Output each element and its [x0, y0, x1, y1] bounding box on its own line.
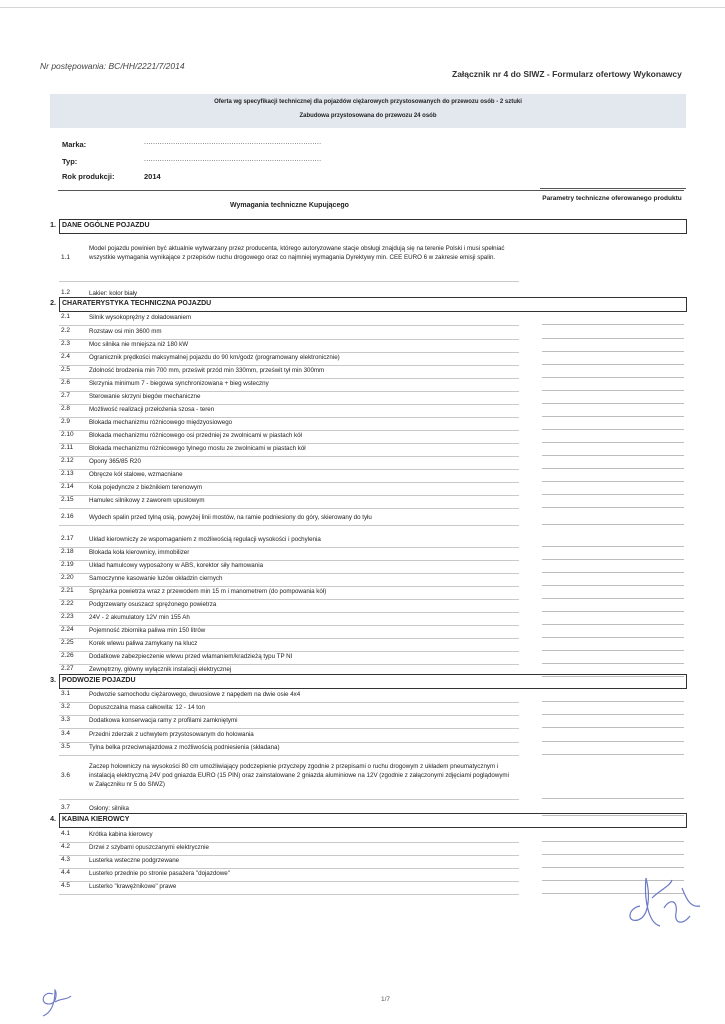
row-number: 2.17	[61, 535, 74, 542]
row-param-field[interactable]	[542, 663, 684, 664]
row-number: 2.26	[61, 652, 74, 659]
row-requirement-text: Pojemność zbiornika paliwa min 150 litrów	[89, 627, 206, 634]
row-param-field[interactable]	[542, 364, 684, 365]
row-requirement-text: Zdolność brodzenia min 700 mm, prześwit przód min 330mm, prześwit tył min 300mm	[89, 367, 325, 374]
row-requirement-text: Wydech spalin przed tylną osią, powyżej linii mostów, na ramie podniesiony do góry, skierowany do tyłu	[89, 514, 372, 521]
row-divider	[59, 894, 519, 895]
row-param-field[interactable]	[542, 416, 684, 417]
row-param-field[interactable]	[542, 468, 684, 469]
section-number: 3.	[50, 677, 56, 684]
row-requirement-text: Blokada mechanizmu różnicowego osi przedniej ze zwolnicami w piastach kół	[89, 432, 302, 439]
row-number: 3.2	[61, 703, 71, 710]
row-number: 4.2	[61, 843, 71, 850]
row-number: 2.23	[61, 613, 74, 620]
row-param-field[interactable]	[542, 650, 684, 651]
row-number: 2.13	[61, 470, 74, 477]
section-box	[59, 813, 687, 828]
section-title: CHARATERYSTYKA TECHNICZNA POJAZDU	[62, 300, 212, 307]
row-requirement-text: Zaczep holowniczy na wysokości 80 cm umożliwiający podczepienie przyczepy zgodnie z przepisami o ruchu drogowym z układem pneumatycznym i instalacją elektryczną 24V pod gniazda EURO (15 PIN) oraz zainstalowane 2 gniazda aluminiowe na 12V (zgodnie z załączonymi zdjęciami poglądowymi w Załączniku nr 5 do SIWZ)	[89, 763, 509, 789]
row-requirement-text: Lusterko "krawężnikowe" prawe	[89, 883, 177, 890]
row-requirement-text: Skrzynia minimum 7 - biegowa synchronizowana + bieg wsteczny	[89, 380, 269, 387]
row-param-field[interactable]	[542, 390, 684, 391]
row-param-field[interactable]	[542, 841, 684, 842]
row-number: 2.25	[61, 639, 74, 646]
section-number: 1.	[50, 222, 56, 229]
row-divider	[59, 755, 519, 756]
row-number: 2.24	[61, 626, 74, 633]
row-number: 2.27	[61, 665, 74, 672]
row-param-field[interactable]	[542, 611, 684, 612]
field-value-typ[interactable]: ...............................................................................	[144, 156, 322, 163]
field-value-marka[interactable]: ...............................................................................	[144, 139, 322, 146]
row-requirement-text: Obręcze kół stalowe, wzmacniane	[89, 471, 183, 478]
section-title: PODWOZIE POJAZDU	[62, 677, 136, 684]
field-value-rok[interactable]: 2014	[144, 172, 161, 181]
row-requirement-text: Lusterka wsteczne podgrzewane	[89, 857, 180, 864]
row-number: 2.7	[61, 392, 71, 399]
row-param-field[interactable]	[542, 741, 684, 742]
row-param-field[interactable]	[542, 324, 684, 325]
row-param-field[interactable]	[542, 546, 684, 547]
section-title: KABINA KIEROWCY	[62, 816, 130, 823]
row-requirement-text: Lakier: kolor biały	[89, 290, 138, 297]
row-number: 4.1	[61, 830, 71, 837]
row-param-field[interactable]	[542, 754, 684, 755]
row-divider	[59, 728, 519, 729]
row-requirement-text: Samoczynne kasowanie luzów okładzin ciernych	[89, 575, 223, 582]
row-param-field[interactable]	[542, 494, 684, 495]
page-number: 1/7	[381, 996, 391, 1003]
field-label-typ: Typ:	[62, 157, 78, 166]
section-box	[59, 219, 687, 234]
requirements-header: Wymagania techniczne Kupującego	[230, 202, 349, 209]
row-number: 2.5	[61, 366, 71, 373]
row-number: 2.15	[61, 496, 74, 503]
field-label-marka: Marka:	[62, 140, 87, 149]
row-number: 2.1	[61, 313, 71, 320]
field-label-rok: Rok produkcji:	[62, 172, 115, 181]
parameters-header: Parametry techniczne oferowanego produktu	[542, 195, 682, 202]
row-param-field[interactable]	[542, 524, 684, 525]
row-requirement-text: Lusterko przednie po stronie pasażera "dojazdowe"	[89, 870, 230, 877]
offer-title-line2: Zabudowa przystosowana do przewozu 24 osób	[299, 113, 437, 119]
row-requirement-text: Korek wlewu paliwa zamykany na klucz	[89, 640, 198, 647]
top-scan-line	[0, 7, 725, 8]
row-number: 4.5	[61, 882, 71, 889]
row-param-field[interactable]	[542, 403, 684, 404]
row-number: 3.6	[61, 772, 71, 779]
row-requirement-text: Hamulec silnikowy z zaworem upustowym	[89, 497, 205, 504]
row-requirement-text: Krótka kabina kierowcy	[89, 831, 153, 838]
row-requirement-text: Osłony: silnika	[89, 805, 129, 812]
row-number: 2.14	[61, 483, 74, 490]
section-title: DANE OGÓLNE POJAZDU	[62, 222, 150, 229]
row-requirement-text: Ogranicznik prędkości maksymalnej pojazdu do 90 km/godz (programowany elektronicznie)	[89, 354, 340, 361]
row-number: 2.22	[61, 600, 74, 607]
attachment-title: Załącznik nr 4 do SIWZ - Formularz ofertowy Wykonawcy	[452, 69, 682, 79]
row-requirement-text: Układ kierowniczy ze wspomaganiem z możliwością regulacji wysokości i pochylenia	[89, 536, 321, 543]
row-number: 2.4	[61, 353, 71, 360]
row-requirement-text: Silnik wysokoprężny z doładowaniem	[89, 314, 192, 321]
table-header-line	[58, 190, 684, 191]
row-requirement-text: Podgrzewany osuszacz sprężonego powietrza	[89, 601, 217, 608]
row-requirement-text: Dodatkowe zabezpieczenie wlewu przed włamaniem/kradzieżą typu TP NI	[89, 653, 293, 660]
row-requirement-text: Tylna belka przeciwnajazdowa z możliwością podniesienia (składana)	[89, 744, 280, 751]
row-divider	[59, 325, 519, 326]
row-number: 3.4	[61, 730, 71, 737]
row-requirement-text: Blokada mechanizmu różnicowego tylnego mostu ze zwolnicami w piastach kół	[89, 445, 306, 452]
row-param-field[interactable]	[542, 585, 684, 586]
row-requirement-text: 24V - 2 akumulatory 12V min 155 Ah	[89, 614, 190, 621]
row-divider	[59, 525, 519, 526]
row-number: 2.10	[61, 431, 74, 438]
row-param-field[interactable]	[542, 714, 684, 715]
row-requirement-text: Możliwość realizacji przełożenia szosa - teren	[89, 406, 215, 413]
row-requirement-text: Rozstaw osi min 3600 mm	[89, 328, 162, 335]
row-number: 2.9	[61, 418, 71, 425]
row-param-field[interactable]	[542, 442, 684, 443]
row-divider	[59, 799, 519, 800]
row-param-field[interactable]	[542, 455, 684, 456]
row-number: 4.3	[61, 856, 71, 863]
row-requirement-text: Układ hamulcowy wyposażony w ABS, korektor siły hamowania	[89, 562, 264, 569]
row-number: 2.20	[61, 574, 74, 581]
row-divider	[59, 281, 519, 282]
row-param-field[interactable]	[542, 854, 684, 855]
row-requirement-text: Moc silnika nie mniejsza niż 180 kW	[89, 341, 189, 348]
section-box	[59, 674, 687, 689]
row-number: 4.4	[61, 869, 71, 876]
row-number: 2.16	[61, 513, 74, 520]
params-header-top-line	[540, 188, 686, 189]
row-requirement-text: Dopuszczalna masa całkowita: 12 - 14 ton	[89, 704, 205, 711]
offer-title-line1: Oferta wg specyfikacji technicznej dla pojazdów ciężarowych przystosowanych do przewozu osób - 2 sztuki	[214, 99, 522, 105]
row-number: 1.1	[61, 254, 71, 261]
row-number: 2.3	[61, 340, 71, 347]
signature-icon	[620, 868, 710, 938]
row-number: 2.8	[61, 405, 71, 412]
row-param-field[interactable]	[542, 377, 684, 378]
row-param-field[interactable]	[542, 429, 684, 430]
row-number: 1.2	[61, 289, 71, 296]
row-requirement-text: Blokada mechanizmu różnicowego międzyosiowego	[89, 419, 233, 426]
row-number: 2.12	[61, 457, 74, 464]
row-number: 2.2	[61, 327, 71, 334]
row-requirement-text: Opony 365/85 R20	[89, 458, 141, 465]
row-param-field[interactable]	[542, 338, 684, 339]
row-param-field[interactable]	[542, 351, 684, 352]
row-param-field[interactable]	[542, 727, 684, 728]
row-requirement-text: Blokada koła kierownicy, immobilizer	[89, 549, 190, 556]
row-param-field[interactable]	[542, 572, 684, 573]
row-param-field[interactable]	[542, 598, 684, 599]
row-param-field[interactable]	[542, 637, 684, 638]
row-param-field[interactable]	[542, 481, 684, 482]
row-number: 3.5	[61, 743, 71, 750]
row-requirement-text: Podwozie samochodu ciężarowego, dwuosiowe z napędem na dwie osie 4x4	[89, 691, 301, 698]
row-param-field[interactable]	[542, 559, 684, 560]
row-param-field[interactable]	[542, 701, 684, 702]
row-number: 2.21	[61, 587, 74, 594]
row-number: 3.3	[61, 716, 71, 723]
row-param-field[interactable]	[542, 798, 684, 799]
section-number: 4.	[50, 816, 56, 823]
procedure-number: Nr postępowania: BC/HH/2221/7/2014	[40, 61, 185, 71]
row-number: 2.11	[61, 444, 74, 451]
row-requirement-text: Dodatkowa konserwacja ramy z profilami zamkniętymi	[89, 717, 238, 724]
row-number: 3.7	[61, 804, 71, 811]
row-requirement-text: Przedni zderzak z uchwytem przystosowanym do holowania	[89, 731, 254, 738]
row-requirement-text: Sterowanie skrzyni biegów mechaniczne	[89, 393, 201, 400]
row-requirement-text: Zewnętrzny, główny wyłącznik instalacji elektrycznej	[89, 666, 232, 673]
row-number: 2.6	[61, 379, 71, 386]
row-number: 2.19	[61, 561, 74, 568]
row-requirement-text: Model pojazdu powinien być aktualnie wytwarzany przez producenta, którego autoryzowane stacje obsługi znajdują się na terenie Polski i musi spełniać wszystkie wymagania wynikające z przepisów ruchu drogowego oraz co najmniej wymagania Dyrektywy min. CEE EURO 6 w zakresie emisji spalin.	[89, 245, 505, 262]
section-number: 2.	[50, 300, 56, 307]
row-number: 2.18	[61, 548, 74, 555]
row-param-field[interactable]	[542, 624, 684, 625]
row-requirement-text: Sprężarka powietrza wraz z przewodem min 15 m i manometrem (do pompowania kół)	[89, 588, 327, 595]
row-param-field[interactable]	[542, 507, 684, 508]
row-requirement-text: Koła pojedyncze z bieżnikiem terenowym	[89, 484, 203, 491]
initials-icon	[35, 982, 75, 1018]
row-divider	[59, 508, 519, 509]
row-number: 3.1	[61, 690, 71, 697]
row-requirement-text: Drzwi z szybami opuszczanymi elektrycznie	[89, 844, 210, 851]
